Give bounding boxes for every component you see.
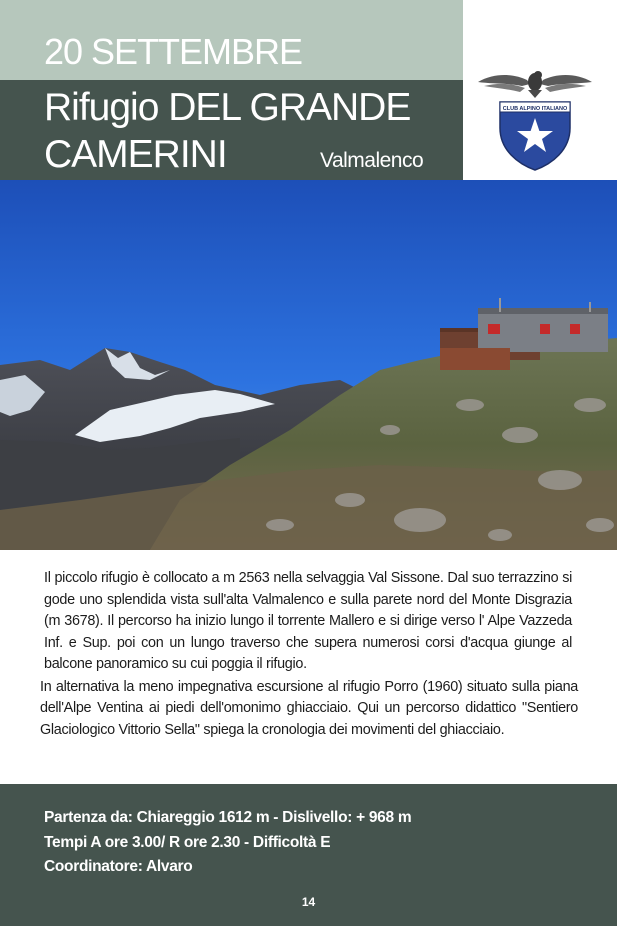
cai-logo (470, 66, 600, 178)
header-title-band (0, 80, 463, 180)
page-number: 14 (301, 895, 316, 909)
cai-shield (500, 102, 570, 170)
description-text (40, 568, 578, 741)
mountain-hut-photo (0, 180, 617, 550)
departure-elevation-info: Partenza da: Chiareggio 1612 m - Dislivello: + 968 m (44, 809, 412, 826)
description-paragraph-1: Il piccolo rifugio è collocato a m 2563 nella selvaggia Val Sissone. Dal suo terrazzino si gode uno splendida vista sull'alta Valmalenco e sulla parete nord del Monte Disgrazia (m 3678). Il percorso ha inizio lungo il torrente Mallero e si dirige verso l' Alpe Vazzeda Inf. e Sup. poi con un lungo traverso che supera numerosi corsi d'acqua giunge al balcone panoramico su cui poggia il rifugio. (44, 570, 572, 672)
header-date-band (0, 0, 463, 80)
region-label: Valmalenco (320, 149, 424, 172)
coordinator-info: Coordinatore: Alvaro (44, 858, 193, 875)
hut-title-line2: CAMERINI (44, 133, 227, 176)
event-date: 20 SETTEMBRE (44, 31, 303, 72)
times-difficulty-info: Tempi A ore 3.00/ R ore 2.30 - Difficoltà E (44, 834, 331, 851)
description-paragraph-2: In alternativa la meno impegnativa escursione al rifugio Porro (1960) situato sulla piana dell'Alpe Ventina ai piedi dell'omonimo ghiacciaio. Qui un percorso didattico "Sentiero Glaciologico Vittorio Sella" spiega la cronologia dei movimenti del ghiacciaio. (40, 678, 578, 738)
trip-info-footer (0, 784, 617, 926)
eagle-icon (478, 71, 592, 98)
hut-title-line1: Rifugio DEL GRANDE (44, 86, 411, 129)
logo-banner-text: CLUB ALPINO ITALIANO (502, 106, 568, 112)
